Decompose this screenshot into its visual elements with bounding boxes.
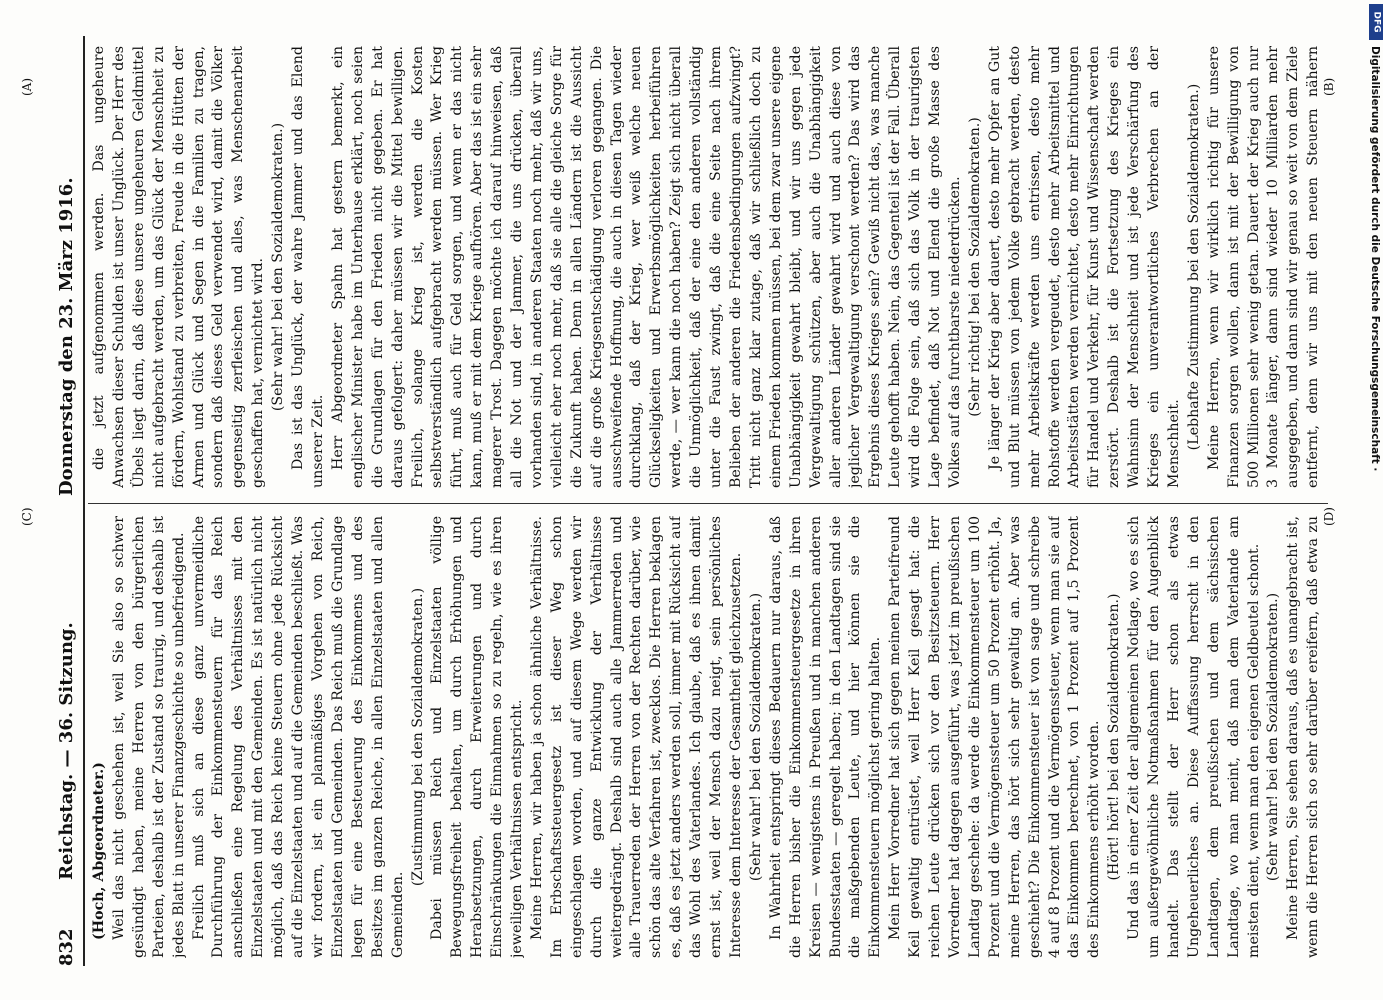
header-session: Reichstag. — 36. Sitzung. [56,622,77,880]
page-number: 832 [56,928,77,966]
paragraph-text: die jetzt aufgenommen werden. Das ungeheure Anwachsen dieser Schulden ist unser Unglück. Der Herr des Übels liegt darin, daß diese unsere ungeheuren Geldmittel nicht aufgebracht werden, um das Glück der Menschheit zu fördern, Wohlstand zu verbreiten, Freude in die Hütten der Armen und Glück und Segen in die Familien zu tragen, sondern daß dieses Geld verwendet wird, damit die Völker gegenseitig zerfleischen und alles, was Menschenarbeit geschaffen hat, vernichtet wird. [91,46,267,488]
paragraph [289,46,329,488]
paragraph-text: Meine Herren, wir haben ja schon ähnliche Verhältnisse. Im Erbschaftssteuergesetz ist dieser Weg schon eingeschlagen worden, und auf diesem Wege werden wir durch die ganze Entwicklung der Verhältnisse weitergedrängt. Deshalb sind auch alle Jammerreden und alle Trauerreden der Herren von der Rechten darüber, wie schön das alte Verfahren ist, zwecklos. Die Herren beklagen es, daß es jetzt anders werden soll, immer mit Rücksicht auf das Wohl des Vaterlandes. Ich glaube, daß es ihnen damit ernst ist, weil der Mensch dazu neigt, sein persönliches Interesse dem Interesse der Gesamtheit gleichzusetzen. [528,516,744,958]
text-column-left [90,516,1326,958]
interjection [409,516,429,958]
column-rule [88,503,1328,504]
paragraph-text: Weil das nicht geschehen ist, weil Sie also so schwer gesündigt haben, meine Herren von den bürgerlichen Parteien, deshalb ist der Zustand so traurig, und deshalb ist jedes Blatt in unserer Finanzgeschichte so unbefriedigend. [110,516,187,958]
paragraph [1284,516,1326,958]
text-column-right [90,46,1326,488]
margin-mark-b: (B) [1322,77,1336,96]
paragraph-text: (Sehr wahr! bei den Sozialdemokraten.) [270,122,287,412]
interjection [1105,516,1125,958]
page-header [46,36,84,966]
paragraph [986,46,1185,488]
paragraph-text: Meine Herren, wenn wir wirklich richtig für unsere Finanzen sorgen wollen, dann ist mit der Bewilligung von 500 Millionen sehr wenig getan. Dauert der Krieg auch nur 3 Monate länger, dann sind wieder 10 Milliarden mehr ausgegeben, und dann sind wir genau so weit von dem Ziele entfernt, denn wir uns mit den neuen Steuern nähern [1205,46,1322,488]
paragraph [190,516,409,958]
interjection [269,46,289,488]
paragraph-text: (Lebhafte Zustimmung bei den Sozialdemokraten.) [1185,83,1202,451]
paragraph-text: Das ist das Unglück, der wahre Jammer und das Elend unserer Zeit. [290,46,326,488]
paragraph-text: Herr Abgeordneter Spahn hat gestern bemerkt, ein englischer Minister habe im Unterhause erklärt, noch seien die Grundlagen für den Frieden nicht gegeben. Er hat daraus gefolgert: daher müssen wir die Mittel bewilligen. Freilich, solange Krieg ist, werden die Kosten selbstverständlich aufgebracht werden müssen. Wer Krieg führt, muß auch für Geld sorgen, und wenn er das nicht kann, muß er mit dem Kriege aufhören. Aber das ist ein sehr magerer Trost. Dagegen möchte ich darauf hinweisen, daß all die Not und der Jammer, die uns drücken, überall vorhanden sind, in anderen Staaten noch mehr, daß wir uns, vielleicht eher noch mehr, daß sie alle die gleiche Sorge für die Zukunft haben. Denn in allen Ländern ist die Aussicht auf die große Kriegsentschädigung verloren gegangen. Die ausschweifende Hoffnung, die auch in diesen Tagen wieder durchklang, daß der Krieg, wer weiß welche neuen Glückseligkeiten und Erwerbsmöglichkeiten herbeiführen werde, — wer kann die noch haben? Zeigt sich nicht überall die Unmöglichkeit, daß der eine den anderen vollständig unter die Faust zwingt, daß die eine Seite nach ihrem Belieben der anderen die Friedensbedingungen aufzwingt? Tritt nicht ganz klar zutage, daß wir schließlich doch zu einem Frieden kommen müssen, bei dem zwar unsere eigene Unabhängigkeit gewahrt bleibt, und wir uns gegen jede Vergewaltigung schützen, aber auch die Unabhängigkeit aller anderen Länder gewahrt wird und auch diese von jeglicher Vergewaltigung verschont werden? Das wird das Ergebnis dieses Krieges sein? Gewiß nicht das, was manche Leute gehofft haben. Nein, das Gegenteil ist der Fall. Überall wird die Folge sein, daß sich das Volk in der traurigsten Lage befindet, daß Not und Elend die große Masse des Volkes auf das furchtbarste niederdrücken. [329,46,963,488]
paragraph [329,46,966,488]
paragraph-text: In Wahrheit entspringt dieses Bedauern nur daraus, daß die Herren bisher die Einkommensteuergesetze in ihren Kreisen — wenigstens in Preußen und in manchen anderen Bundesstaaten — geregelt haben; in den Landtagen sind sie die maßgebenden Leute, und hier können sie die Einkommensteuern möglichst gering halten. [767,516,884,958]
paragraph [428,516,528,958]
paragraph [528,516,747,958]
dfg-logo: DFG [1369,4,1383,40]
digitization-credit-strip [1369,4,1383,994]
paragraph-text: Und das in einer Zeit der allgemeinen Notlage, wo es sich um außergewöhnliche Notmaßnahmen für den Augenblick handelt. Das stellt der Herr schon als etwas Ungeheuerliches an. Diese Auffassung herrscht in den Landtagen, dem preußischen und dem sächsischen Landtage, wo man meint, daß man dem Vaterlande am meisten dient, wenn man den eigenen Geldbeutel schont. [1126,516,1262,958]
paragraph [1205,46,1326,488]
paragraph-text: Dabei müssen Reich und Einzelstaaten völlige Bewegungsfreiheit behalten, um durch Erhöhungen und Herabsetzungen, durch Erweiterungen und durch Einschränkungen die Einnahmen so zu regeln, wie es ihren jeweiligen Verhältnissen entspricht. [429,516,526,958]
paragraph-text: (Sehr wahr! bei den Sozialdemokraten.) [1265,592,1282,882]
paragraph [1125,516,1264,958]
interjection [966,46,986,488]
header-date: Donnerstag den 23. März 1916. [56,177,77,496]
paragraph-text: Je länger der Krieg aber dauert, desto mehr Opfer an Gut und Blut müssen von jedem Volke gebracht werden, desto mehr Arbeitskräfte werden uns entrissen, desto mehr Rohstoffe werden vergeudet, desto mehr Arbeitsmittel und Arbeitsstätten werden vernichtet, desto mehr Einrichtungen für Handel und Verkehr, für Kunst und Wissenschaft werden zerstört. Deshalb ist die Fortsetzung des Krieges ein Wahnsinn der Menschheit und ist jede Verschärfung des Krieges ein unverantwortliches Verbrechen an der Menschheit. [986,46,1182,488]
paragraph-text: (Zustimmung bei den Sozialdemokraten.) [409,587,426,887]
margin-mark-c: (C) [20,507,34,526]
funding-credit: Digitalisierung gefördert durch die Deutsche Forschungsgemeinschaft · [1369,46,1381,472]
speaker-name: (Hoch, Abgeordneter.) [91,762,107,940]
paragraph [110,516,190,958]
paragraph [90,516,110,958]
margin-mark-a: (A) [20,77,34,96]
paragraph-text: (Sehr wahr! bei den Sozialdemokraten.) [747,592,764,882]
paragraph [886,516,1105,958]
paragraph [90,46,269,488]
interjection [1185,46,1205,488]
printed-page [20,36,1336,966]
paragraph-text: Meine Herren, Sie sehen daraus, daß es unangebracht ist, wenn die Herren sich so sehr darüber ereifern, daß etwa zu [1285,516,1322,958]
interjection [1264,516,1284,958]
margin-mark-d: (D) [1322,507,1336,526]
paragraph-text: Freilich muß sich an diese ganz unvermeidliche Durchführung der Einkommensteuern für das Reich anschließen eine Regelung des Verhältnisses mit den Einzelstaaten und mit den Gemeinden. Es ist natürlich nicht möglich, daß das Reich keine Steuern ohne jede Rücksicht auf die Einzelstaaten und auf die Gemeinden beschließt. Was wir fordern, ist ein planmäßiges Vorgehen von Reich, Einzelstaaten und Gemeinden. Das Reich muß die Grundlage legen für eine Besteuerung des Einkommens und des Besitzes im ganzen Reiche, in allen Einzelstaaten und allen Gemeinden. [190,516,406,958]
header-rule [83,36,85,966]
paragraph-text: (Sehr richtig! bei den Sozialdemokraten.) [966,117,983,417]
paragraph-text: (Hört! hört! bei den Sozialdemokraten.) [1106,593,1123,881]
interjection [747,516,767,958]
paragraph-text: Mein Herr Vorredner hat sich gegen meinen Parteifreund Keil gewaltig entrüstet, weil Herr Keil gesagt hat: die reichen Leute drücken sich vor den Besitzsteuern. Herr Vorredner hat dagegen ausgeführt, was jetzt im preußischen Landtag geschehe: da werde die Einkommensteuer um 100 Prozent und die Vermögenssteuer um 50 Prozent erhöht. Ja, meine Herren, das hört sich sehr gewaltig an. Aber was geschieht? Die Einkommensteuer ist von sage und schreibe 4 auf 8 Prozent und die Vermögenssteuer, wenn man sie auf das Einkommen berechnet, von 1 Prozent auf 1,5 Prozent des Einkommens erhöht worden. [887,516,1103,958]
paragraph [767,516,886,958]
